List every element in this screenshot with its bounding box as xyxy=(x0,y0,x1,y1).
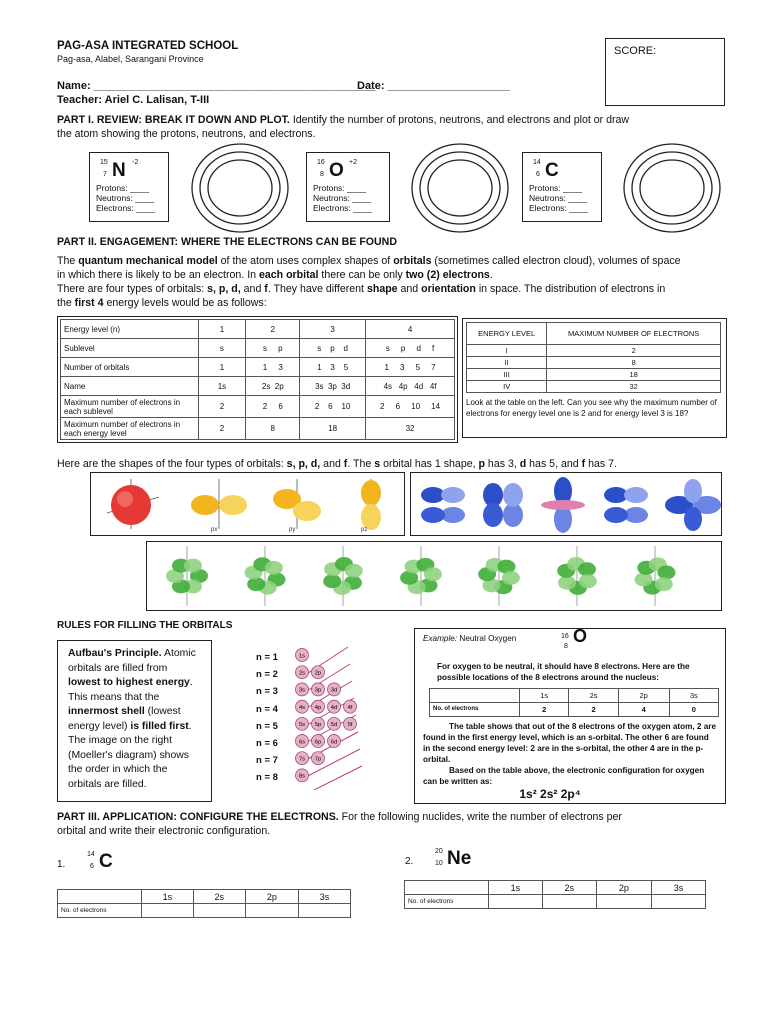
nuclide-symbol-o: 16 8 O +2 xyxy=(317,159,357,181)
energy-level-label: n = 6 xyxy=(256,738,278,749)
d-orbital-1 xyxy=(421,487,465,523)
teacher-name: Teacher: Ariel C. Lalisan, T-III xyxy=(57,94,210,106)
electrons-field[interactable]: Electrons: ____ xyxy=(96,203,156,213)
moeller-arrow xyxy=(302,749,360,779)
electron-shell-rings-2[interactable] xyxy=(400,142,520,234)
score-label: SCORE: xyxy=(614,45,657,57)
moeller-arrow xyxy=(302,766,362,790)
moeller-orbital-4s xyxy=(296,700,309,713)
moeller-orbital-4p xyxy=(312,700,325,713)
energy-level-label: n = 7 xyxy=(256,755,278,767)
moeller-orbital-1s xyxy=(296,649,309,662)
svg-text:4s: 4s xyxy=(298,704,306,711)
moeller-orbital-4d xyxy=(328,700,341,713)
f-orbital-shapes xyxy=(147,542,721,610)
moeller-arrow xyxy=(302,664,350,694)
example-paragraph-1: For oxygen to be neutral, it should have 8 electrons. Here are the possible locations of the 8 electrons around the nucleus: xyxy=(437,662,690,682)
neutrons-field[interactable]: Neutrons: ____ xyxy=(96,193,155,203)
svg-text:px: px xyxy=(211,527,218,533)
rules-title: RULES FOR FILLING THE ORBITALS xyxy=(57,620,233,631)
s-orbital xyxy=(107,479,159,529)
date-field[interactable]: Date: ____________________ xyxy=(357,80,510,92)
moeller-orbital-6d xyxy=(328,735,341,748)
moeller-orbital-5p xyxy=(312,717,325,730)
part3-item-2: 2. 20 10 Ne xyxy=(405,848,472,869)
neutrons-field[interactable]: Neutrons: ____ xyxy=(529,193,588,203)
svg-text:7s: 7s xyxy=(298,756,306,763)
f-orbital-2 xyxy=(245,546,286,606)
svg-text:1s: 1s xyxy=(298,653,306,660)
f-orbital-1 xyxy=(166,546,208,606)
energy-level-note: Look at the table on the left. Can you see why the maximum number of electrons for energy level one is 2 and for energy level 3 is 18? xyxy=(466,398,717,418)
svg-text:4d: 4d xyxy=(330,704,338,711)
energy-level-label: n = 8 xyxy=(256,772,278,784)
moeller-orbital-2p xyxy=(312,666,325,679)
nuclide-symbol-n: 15 7 N -2 xyxy=(100,159,139,181)
s-p-orbitals-panel xyxy=(90,472,405,536)
protons-field[interactable]: Protons: ____ xyxy=(96,183,149,193)
moeller-arrow xyxy=(302,647,348,677)
moeller-orbital-7p xyxy=(312,752,325,765)
electron-shell-rings-1[interactable] xyxy=(180,142,300,234)
energy-level-label: n = 3 xyxy=(256,686,278,698)
moeller-orbital-4f xyxy=(344,700,357,713)
part2-title: PART II. ENGAGEMENT: WHERE THE ELECTRONS CAN BE FOUND xyxy=(57,236,397,248)
orbital-distribution-table xyxy=(57,316,458,443)
energy-level-row: IV 32 xyxy=(467,381,721,393)
moeller-orbital-3s xyxy=(296,683,309,696)
distribution-row: Energy level (n) 1 2 3 4 xyxy=(61,320,455,339)
distribution-row: Number of orbitals 1 1 3 1 3 5 1 3 5 7 xyxy=(61,358,455,377)
atom-card-o xyxy=(306,152,390,222)
moeller-orbital-5f xyxy=(344,717,357,730)
distribution-row: Sublevel s s p s p d s p d f xyxy=(61,339,455,358)
svg-text:7p: 7p xyxy=(314,756,322,763)
p-orbital-y xyxy=(273,479,321,533)
electrons-field[interactable]: Electrons: ____ xyxy=(313,203,373,213)
svg-text:2s: 2s xyxy=(298,670,306,677)
school-name: PAG-ASA INTEGRATED SCHOOL xyxy=(57,40,239,52)
svg-text:6p: 6p xyxy=(314,739,322,746)
svg-text:py: py xyxy=(289,527,296,533)
svg-text:2p: 2p xyxy=(314,670,322,677)
d-orbital-3 xyxy=(541,477,585,533)
moeller-orbital-7s xyxy=(296,752,309,765)
svg-text:5p: 5p xyxy=(314,722,322,729)
energy-level-label: n = 1 xyxy=(256,652,278,663)
moeller-orbital-5d xyxy=(328,717,341,730)
part1-instructions: PART I. REVIEW: BREAK IT DOWN AND PLOT. Identify the number of protons, neutrons, and electrons and plot or draw the atom showing the protons, neutrons, and electrons. xyxy=(57,114,630,140)
d-orbital-shapes xyxy=(411,473,721,535)
energy-level-label: n = 4 xyxy=(256,703,278,715)
example-electron-table: 1s 2s 2p 3s No. of electrons 2 2 4 0 xyxy=(429,688,719,717)
moeller-orbital-6s xyxy=(296,735,309,748)
d-orbital-5 xyxy=(665,479,721,531)
f-orbitals-panel xyxy=(146,541,722,611)
protons-field[interactable]: Protons: ____ xyxy=(529,183,582,193)
energy-level-table: ENERGY LEVEL MAXIMUM NUMBER OF ELECTRONS I 2 II 8 III 18 IV 32 xyxy=(466,322,721,393)
example-paragraph-3: Based on the table above, the electronic configuration for oxygen can be written as: xyxy=(423,766,705,786)
atom-card-n xyxy=(89,152,169,222)
svg-text:3s: 3s xyxy=(298,687,306,694)
electron-shell-rings-3[interactable] xyxy=(612,142,732,234)
svg-text:6s: 6s xyxy=(298,739,306,746)
part3-table-2[interactable]: 1s 2s 2p 3s No. of electrons xyxy=(404,880,706,909)
moeller-orbital-2s xyxy=(296,666,309,679)
part3-instructions: PART III. APPLICATION: CONFIGURE THE ELECTRONS. For the following nuclides, write the number of electrons per orbital and write their electronic configuration. xyxy=(57,811,622,837)
svg-text:4p: 4p xyxy=(314,704,322,711)
f-orbital-7 xyxy=(635,546,676,606)
d-orbital-2 xyxy=(483,483,523,527)
energy-level-label: n = 2 xyxy=(256,669,278,681)
school-address: Pag-asa, Alabel, Sarangani Province xyxy=(57,54,204,64)
orbital-shapes-text: Here are the shapes of the four types of orbitals: s, p, d, and f. The s orbital has 1 shape, p has 3, d has 5, and f has 7. xyxy=(57,458,617,470)
score-box xyxy=(605,38,725,106)
part2-intro: The quantum mechanical model of the atom uses complex shapes of orbitals (sometimes called electron cloud), volumes of space in which there is likely to be an electron. In each orbital there can be only two (2) electrons. There are four types of orbitals: s, p, d, and f. They have different shape and orientation in space. The distribution of electrons in the first 4 energy levels would be as follows: xyxy=(57,255,681,309)
d-orbital-4 xyxy=(604,487,648,523)
part3-table-1[interactable]: 1s 2s 2p 3s No. of electrons xyxy=(57,889,351,918)
d-orbitals-panel xyxy=(410,472,722,536)
f-orbital-5 xyxy=(478,546,520,606)
f-orbital-4 xyxy=(400,546,442,606)
part1-title: PART I. REVIEW: BREAK IT DOWN AND PLOT. xyxy=(57,114,290,126)
electrons-field[interactable]: Electrons: ____ xyxy=(529,203,589,213)
distribution-row: Maximum number of electrons in each sublevel 2 2 6 2 6 10 2 6 10 14 xyxy=(61,396,455,418)
distribution-row: Maximum number of electrons in each energy level 2 8 18 32 xyxy=(61,418,455,440)
energy-level-row: I 2 xyxy=(467,345,721,357)
example-nuclide: 16 8 O xyxy=(561,626,588,650)
s-and-p-orbital-shapes xyxy=(91,473,403,535)
p-orbital-x xyxy=(191,479,247,533)
f-orbital-3 xyxy=(323,546,363,606)
distribution-row: Name 1s 2s 2p 3s 3p 3d 4s 4p 4d 4f xyxy=(61,377,455,396)
moeller-orbital-3p xyxy=(312,683,325,696)
neutrons-field[interactable]: Neutrons: ____ xyxy=(313,193,372,203)
energy-level-label: n = 5 xyxy=(256,720,278,732)
protons-field[interactable]: Protons: ____ xyxy=(313,183,366,193)
p-orbital-z xyxy=(361,479,381,533)
energy-level-table-box xyxy=(462,318,727,438)
name-field[interactable]: Name: ______________________________________________ xyxy=(57,80,376,92)
svg-text:3p: 3p xyxy=(314,687,322,694)
nuclide-symbol-c: 14 6 C xyxy=(533,159,559,181)
f-orbital-6 xyxy=(557,546,597,606)
example-configuration: 1s² 2s² 2p⁴ xyxy=(519,787,581,801)
svg-text:5d: 5d xyxy=(330,722,338,729)
svg-text:5s: 5s xyxy=(298,722,306,729)
part3-item-1: 1. 14 6 C xyxy=(57,851,113,872)
example-paragraph-2: The table shows that out of the 8 electrons of the oxygen atom, 2 are found in the first energy level, which is an s-orbital. The other 6 are found in the second energy level: 2 are in the s-orbital, the other 4 are in the p-orbital. xyxy=(423,722,717,764)
svg-text:4f: 4f xyxy=(347,704,353,711)
moeller-orbital-8s xyxy=(296,769,309,782)
moeller-orbital-3d xyxy=(328,683,341,696)
energy-level-row: III 18 xyxy=(467,369,721,381)
moeller-orbital-5s xyxy=(296,717,309,730)
svg-text:8s: 8s xyxy=(298,773,306,780)
energy-level-row: II 8 xyxy=(467,357,721,369)
moeller-diagram xyxy=(252,645,402,790)
svg-text:pz: pz xyxy=(361,527,368,533)
aufbau-principle-box: Aufbau's Principle. Atomic orbitals are filled from lowest to highest energy. This means that the innermost shell (lowest energy level) is filled first. The image on the right (Moeller's diagram) shows the order in which the orbitals are filled. xyxy=(57,640,212,802)
svg-text:5f: 5f xyxy=(347,722,353,729)
example-oxygen-box: Example: Neutral Oxygen 16 8 O For oxygen to be neutral, it should have 8 electrons. Here are the possible locations of the 8 electrons around the nucleus: 1s 2s 2p 3s No. of electrons 2 2 4 0 The table shows that out of the 8 electrons of the oxygen atom, 2 are found in the first energy level, which is an s-orbital. The other 6 are found in the second energy level: 2 are in the s-orbital, the other 4 are in the p-orbital. Based on the table above, the electronic configuration for oxygen can be written as: 1s² 2s² 2p⁴ xyxy=(414,628,726,804)
part3-title: PART III. APPLICATION: CONFIGURE THE ELECTRONS. xyxy=(57,811,339,823)
atom-card-c xyxy=(522,152,602,222)
svg-text:6d: 6d xyxy=(330,739,338,746)
svg-text:3d: 3d xyxy=(330,687,338,694)
moeller-orbital-6p xyxy=(312,735,325,748)
